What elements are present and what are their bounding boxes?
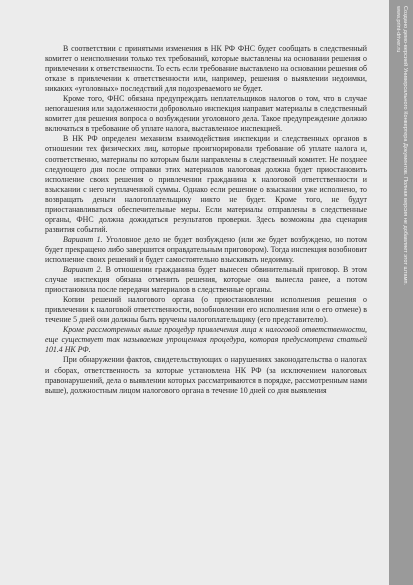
paragraph-text: В отношении гражданина будет вынесен обвинительный приговор. В этом случае инспекция обязана отменить решения, которые она вынесла ранее, а потом приостановила после передачи материалов в следственные органы. (45, 265, 367, 295)
paragraph (45, 44, 367, 94)
watermark-notice: Создано демо-версией Универсального Конвертера Документов. Полная версия не добавляет этот штамп. (402, 6, 408, 286)
watermark-text (394, 6, 408, 285)
watermark-url: www.print-driver.ru (395, 6, 401, 53)
paragraph-text: Копии решений налогового органа (о приостановлении исполнения решения о привлечении к налоговой ответственности, возобновлении его исполнения или о его отмене) в течение 5 дней они должны быть вручены налогоплательщику (его представителю). (45, 295, 367, 325)
paragraph (45, 94, 367, 134)
paragraph-text: Кроме рассмотренных выше процедур привлечения лица к налоговой ответственности, еще существует так называемая упрощенная процедура, которая предусмотрена статьей 101.4 НК РФ. (45, 325, 367, 355)
paragraph (45, 295, 367, 325)
paragraph-text: Кроме того, ФНС обязана предупреждать неплательщиков налогов о том, что в случае непогашения или задолженности добровольно инспекция направит материалы в следственный комитет для решения вопроса о возбуждении уголовного дела. Такое предупреждение должно включаться в требование об уплате налога, выставленное инспекцией. (45, 94, 367, 134)
paragraph (45, 265, 367, 295)
variant-lead: Вариант 1. (63, 234, 103, 244)
paragraph-text: При обнаружении фактов, свидетельствующих о нарушениях законодательства о налогах и сборах, ответственность за которые установлена НК РФ (за исключением налоговых правонарушений, дела о выявлении которых рассматриваются в порядке, рассмотренным нами выше), должностным лицом налогового органа в течение 10 дней со дня выявления (45, 355, 367, 395)
paragraph (45, 325, 367, 355)
paragraph-text: В соответствии с принятыми изменения в НК РФ ФНС будет сообщать в следственный комитет о неисполнении только тех требований, которые выставлены на основании решения о привлечении к ответственности. То есть если требование выставлено на основании решения об отказе в привлечении к ответственности или, например, решения о выявлении недоимки, никаких «уголовных» последствий для подозреваемого не будет. (45, 44, 367, 94)
paragraph-text: Уголовное дело не будет возбуждено (или же будет возбуждено, но потом будет прекращено либо завершится оправдательным приговором). Тогда инспекция возобновит исполнение своих решений и будет самостоятельно взыскивать недоимку. (45, 234, 367, 264)
paragraph (45, 235, 367, 265)
paragraph-text: В НК РФ определен механизм взаимодействия инспекции и следственных органов в отношении тех физических лиц, которые проигнорировали требование об уплате налога и, соответственно, материалы по которым были направлены в следственный комитет. Не позднее следующего дня после отправки этих материалов налоговая должна будет приостановить исполнение своих решения о привлечении гражданина к налоговой ответственности и взыскании с него неуплаченной суммы. Однако если решение о взыскании уже исполнено, то возвращать деньги налогоплательщику никто не будет. Кроме того, не будут приостанавливаться обеспечительные меры. Если материалы отправлены в следственные органы, ФНС должна дожидаться результатов проверки. Здесь возможны два сценария развития событий. (45, 134, 367, 234)
paragraph (45, 355, 367, 395)
watermark-strip (389, 0, 413, 585)
variant-lead: Вариант 2. (63, 265, 103, 275)
paragraph (45, 134, 367, 234)
page-body (45, 44, 367, 396)
